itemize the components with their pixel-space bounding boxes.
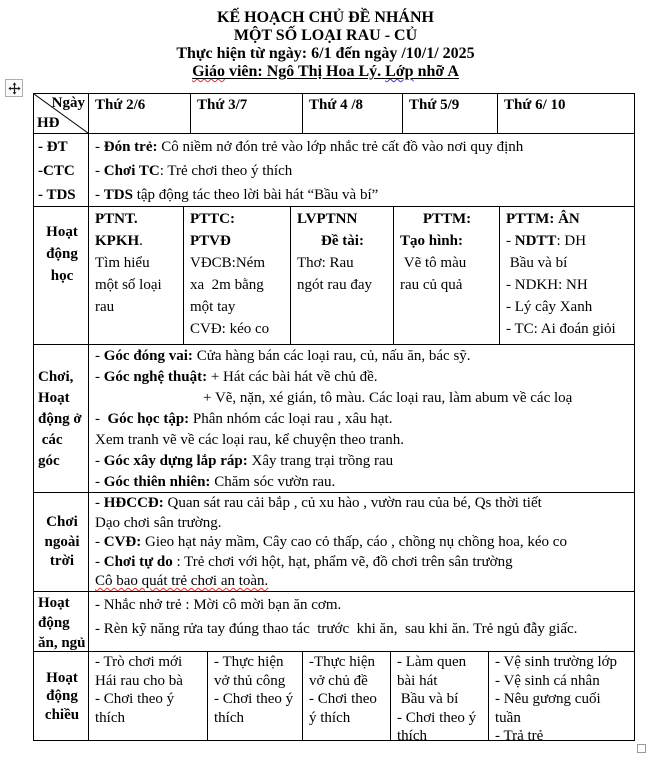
text-line: Xem tranh vẽ về các loại rau, kể chuyện theo tranh. xyxy=(95,432,405,448)
cell-chieu-thu6[interactable] xyxy=(489,652,635,741)
text-line: rau củ quả xyxy=(400,277,463,293)
text-line: + Vẽ, nặn, xé gián, tô màu. Các loại rau, làm abum về các loạ xyxy=(203,390,573,406)
text-line: vở thủ công xyxy=(214,672,286,689)
cell-hoc-thu2[interactable] xyxy=(89,207,184,345)
text-line: xa 2m bằng xyxy=(190,277,264,293)
row-hoat-dong-goc xyxy=(34,345,635,493)
text-line: -CTC xyxy=(38,163,75,179)
text-line: - NDTT: DH xyxy=(506,233,587,249)
text-line: - Góc thiên nhiên: Chăm sóc vườn rau. xyxy=(95,474,336,490)
text-line: PTTM: xyxy=(422,211,472,227)
text-line: các góc xyxy=(38,431,67,469)
row-label-hoat-dong-hoc[interactable] xyxy=(34,207,89,345)
cell-ngoai-troi-content[interactable] xyxy=(89,493,635,592)
text-line: PTVĐ xyxy=(190,233,231,249)
text-line: ý thích xyxy=(309,709,351,726)
text-line: MỘT SỐ LOẠI RAU - CỦ xyxy=(233,27,418,44)
text-line: - Chơi TC: Trẻ chơi theo ý thích xyxy=(95,163,293,179)
text-line: - Góc nghệ thuật: + Hát các bài hát về chủ đề. xyxy=(95,369,378,385)
text-line: Bầu và bí xyxy=(506,255,568,271)
cell-hoc-thu3[interactable] xyxy=(184,207,291,345)
row-label-cac-goc[interactable] xyxy=(34,345,89,493)
row-label-ngoai-troi[interactable] xyxy=(34,493,89,592)
day-label: Thứ 6/ 10 xyxy=(504,97,566,113)
text-line: chiều xyxy=(44,706,80,723)
text-line: một số loại xyxy=(95,277,162,293)
text-line: Hoạt xyxy=(46,224,78,240)
cell-goc-content[interactable] xyxy=(89,345,635,493)
text-line: - Nêu gương cuối xyxy=(495,691,601,707)
corner-label-hd: HĐ xyxy=(37,115,60,131)
text-line: - Vệ sinh cá nhân xyxy=(495,672,600,689)
text-line: thích xyxy=(397,728,427,741)
text-line: vở chủ đề xyxy=(309,672,368,689)
text-line: - Chơi tự do : Trẻ chơi với hột, hạt, phẩm vẽ, đồ chơi trên sân trường xyxy=(95,553,513,570)
text-line: học xyxy=(50,268,74,284)
text-line: - Làm quen xyxy=(397,654,467,670)
text-line: một tay xyxy=(190,299,236,315)
text-line: ăn, ngủ xyxy=(38,635,86,651)
text-line: KPKH. xyxy=(95,233,143,249)
text-line: - Trò chơi mới xyxy=(95,654,183,670)
move-icon xyxy=(8,82,21,95)
day-header-thu2[interactable] xyxy=(89,94,191,134)
cell-chieu-thu4[interactable] xyxy=(303,652,391,741)
text-line: -Thực hiện xyxy=(309,654,376,670)
text-line: PTTC: xyxy=(190,211,235,227)
text-line: LVPTNN xyxy=(297,211,358,227)
text-line: Chơi xyxy=(46,514,78,531)
text-line: PTNT. xyxy=(95,211,138,227)
text-line: - Chơi theo xyxy=(309,691,377,707)
text-line: Bầu và bí xyxy=(397,691,459,707)
text-line: Vẽ tô màu xyxy=(400,255,467,271)
day-header-thu6[interactable] xyxy=(498,94,635,134)
day-label: Thứ 4 /8 xyxy=(309,97,364,113)
text-line: PTTM: ÂN xyxy=(506,211,580,227)
text-line: bài hát xyxy=(397,672,438,689)
text-line: - CVĐ: Gieo hạt nảy mầm, Cây cao cỏ thấp, cáo , chồng nụ chồng hoa, kéo co xyxy=(95,534,567,550)
day-header-thu3[interactable] xyxy=(191,94,303,134)
text-line: Thực hiện từ ngày: 6/1 đến ngày /10/1/ 2025 xyxy=(176,45,475,62)
text-line: Hoạt xyxy=(38,389,70,406)
text-line: - TDS tập động tác theo lời bài hát “Bầu và bí” xyxy=(95,187,379,203)
text-line: - Vệ sinh trường lớp xyxy=(495,654,618,670)
row-an-ngu xyxy=(34,592,635,652)
row-hoat-dong-chieu xyxy=(34,652,635,741)
text-line: động ở xyxy=(38,410,82,427)
text-line: Giáo viên: Ngô Thị Hoa Lý. Lớp nhỡ A xyxy=(192,63,459,80)
text-line: rau xyxy=(95,299,115,315)
text-line: ngoài xyxy=(44,533,80,550)
text-line: thích xyxy=(95,709,125,726)
table-move-handle[interactable] xyxy=(5,79,23,97)
text-line: - Lý cây Xanh xyxy=(506,299,593,315)
text-line: động xyxy=(46,246,78,262)
text-line: - Chơi theo ý xyxy=(214,691,294,707)
cell-chieu-thu5[interactable] xyxy=(391,652,489,741)
text-line: Đề tài: xyxy=(321,233,364,249)
row-hoat-dong-hoc xyxy=(34,207,635,345)
text-line: Chơi, xyxy=(38,368,74,385)
row-label-dt-ctc-tds[interactable] xyxy=(34,134,89,207)
text-line: - Chơi theo ý xyxy=(95,691,175,707)
day-label: Thứ 5/9 xyxy=(409,97,460,113)
corner-label-ngay: Ngày xyxy=(51,95,85,111)
table-resize-handle[interactable] xyxy=(637,744,646,753)
text-line: - NDKH: NH xyxy=(506,277,588,293)
text-line: - Thực hiện xyxy=(214,654,284,670)
text-line: - Góc học tập: Phân nhóm các loại rau , xâu hạt. xyxy=(95,411,393,427)
text-line: - Chơi theo ý xyxy=(397,709,477,726)
text-line: - Nhắc nhở trẻ : Mời cô mời bạn ăn cơm. xyxy=(95,597,342,613)
text-line: - Đón trẻ: Cô niềm nở đón trẻ vào lớp nhắc trẻ cất đồ vào nơi quy định xyxy=(95,139,524,155)
text-line: động xyxy=(46,688,78,705)
day-label: Thứ 2/6 xyxy=(95,97,146,113)
text-line: - Rèn kỹ năng rửa tay đúng thao tác trước khi ăn, sau khi ăn. Trẻ ngủ đẫy giấc. xyxy=(95,621,578,637)
cell-don-tre-content[interactable] xyxy=(89,134,635,207)
text-line: Tạo hình: xyxy=(400,233,463,249)
row-choi-ngoai-troi xyxy=(34,493,635,592)
text-line: Dạo chơi sân trường. xyxy=(95,514,222,531)
day-header-thu4[interactable] xyxy=(303,94,403,134)
text-line: - HĐCCĐ: Quan sát rau cải bắp , củ xu hào , vườn rau của bé, Qs thời tiết xyxy=(95,495,542,511)
text-line: động xyxy=(38,615,70,631)
cell-chieu-thu2[interactable] xyxy=(89,652,208,741)
day-label: Thứ 3/7 xyxy=(197,97,248,113)
cell-hoc-thu4[interactable] xyxy=(291,207,394,345)
text-line: Thơ: Rau xyxy=(297,255,354,271)
text-line: Hoạt xyxy=(46,669,78,686)
text-line: ngót rau đay xyxy=(297,277,372,293)
text-line: - ĐT xyxy=(38,139,68,155)
text-line: - TDS xyxy=(38,187,76,203)
text-line: CVĐ: kéo co xyxy=(190,321,270,337)
cell-an-ngu-content[interactable] xyxy=(89,592,635,652)
corner-cell-ngay-hd[interactable] xyxy=(34,94,89,134)
cell-hoc-thu6[interactable] xyxy=(500,207,635,345)
row-don-tre xyxy=(34,134,635,207)
cell-chieu-thu3[interactable] xyxy=(208,652,303,741)
text-line: thích xyxy=(214,709,244,726)
lesson-plan-table xyxy=(33,93,635,741)
text-line: - Góc đóng vai: Cửa hàng bán các loại rau, củ, nấu ăn, bác sỹ. xyxy=(95,348,471,364)
cell-hoc-thu5[interactable] xyxy=(394,207,500,345)
text-line: KẾ HOẠCH CHỦ ĐỀ NHÁNH xyxy=(217,9,434,26)
row-label-chieu[interactable] xyxy=(34,652,89,741)
text-line: Hái rau cho bà xyxy=(95,672,183,689)
text-line: VĐCB:Ném xyxy=(190,255,265,271)
document-title-block[interactable] xyxy=(0,9,651,81)
row-label-an-ngu[interactable] xyxy=(34,592,89,652)
text-line: - Góc xây dựng lắp ráp: Xây trang trại trồng rau xyxy=(95,453,394,469)
text-line: trời xyxy=(49,553,75,570)
text-line: Hoạt xyxy=(38,595,70,611)
text-line: - TC: Ai đoán giỏi xyxy=(506,321,616,337)
text-line: Cô bao quát trẻ chơi an toàn. xyxy=(95,573,269,589)
day-header-thu5[interactable] xyxy=(403,94,498,134)
text-line: Tìm hiểu xyxy=(95,255,150,271)
text-line: - Trả trẻ xyxy=(495,728,544,741)
table-header-row xyxy=(34,94,635,134)
text-line: tuần xyxy=(495,709,521,726)
